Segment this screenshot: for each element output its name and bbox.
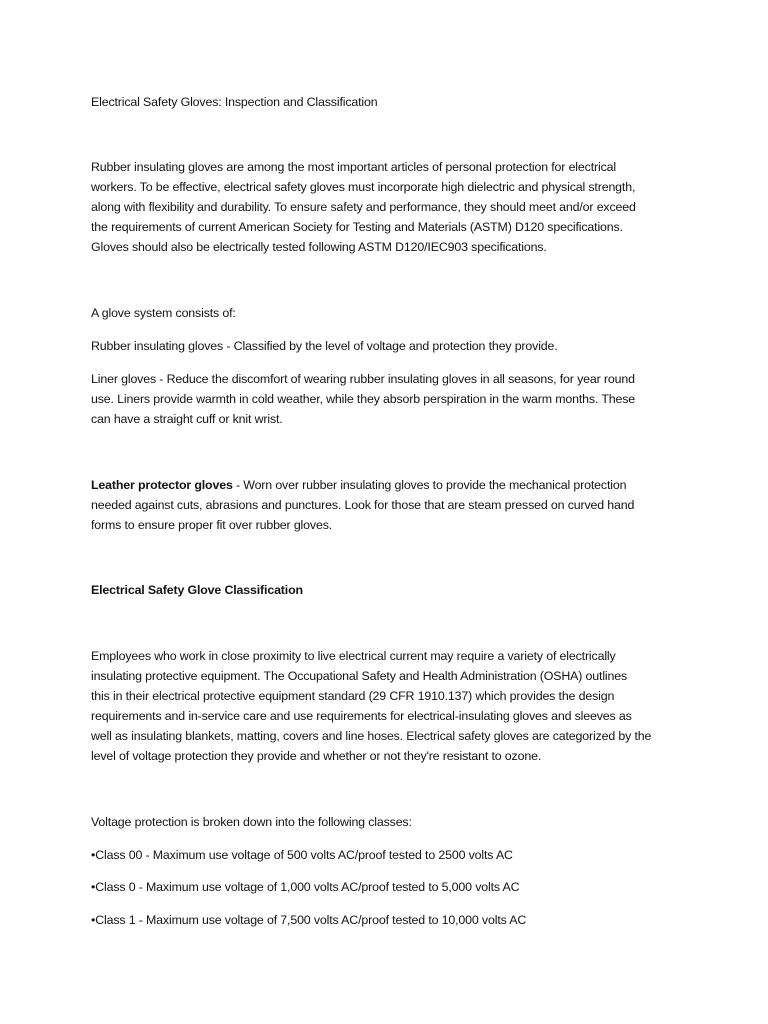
liner-line: can have a straight cuff or knit wrist. — [91, 412, 283, 426]
employees-line: level of voltage protection they provide and whether or not they're resistant to ozone. — [91, 749, 542, 763]
intro-line: the requirements of current American Society for Testing and Materials (ASTM) D120 specifications. — [91, 220, 623, 234]
employees-line: this in their electrical protective equipment standard (29 CFR 1910.137) which provides the design — [91, 689, 615, 703]
liner-line: use. Liners provide warmth in cold weather, while they absorb perspiration in the warm months. These — [91, 392, 636, 406]
leather-line: forms to ensure proper fit over rubber gloves. — [91, 518, 333, 532]
class-list-item: •Class 1 - Maximum use voltage of 7,500 volts AC/proof tested to 10,000 volts AC — [91, 913, 527, 927]
liner-line: Liner gloves - Reduce the discomfort of wearing rubber insulating gloves in all seasons, for year round — [91, 372, 635, 386]
leather-rest: - Worn over rubber insulating gloves to provide the mechanical protection — [232, 478, 627, 492]
employees-line: requirements and in-service care and use requirements for electrical-insulating gloves and sleeves as — [91, 709, 632, 723]
employees-line: insulating protective equipment. The Occupational Safety and Health Administration (OSHA) outlines — [91, 669, 628, 683]
class-list-item: •Class 00 - Maximum use voltage of 500 volts AC/proof tested to 2500 volts AC — [91, 848, 513, 862]
intro-line: Gloves should also be electrically tested following ASTM D120/IEC903 specifications. — [91, 240, 547, 254]
intro-line: along with flexibility and durability. To ensure safety and performance, they should meet and/or exceed — [91, 200, 636, 214]
rubber-gloves-paragraph: Rubber insulating gloves - Classified by the level of voltage and protection they provide. — [91, 339, 558, 353]
employees-line: Employees who work in close proximity to live electrical current may require a variety of electrically — [91, 649, 616, 663]
classes-heading: Voltage protection is broken down into the following classes: — [91, 815, 412, 829]
employees-line: well as insulating blankets, matting, covers and line hoses. Electrical safety gloves are categorized by the — [91, 729, 652, 743]
intro-line: Rubber insulating gloves are among the most important articles of personal protection for electrical — [91, 160, 616, 174]
leather-term: Leather protector gloves — [91, 478, 233, 492]
leather-line — [91, 477, 626, 493]
class-list-item: •Class 0 - Maximum use voltage of 1,000 volts AC/proof tested to 5,000 volts AC — [91, 880, 520, 894]
glove-system-heading: A glove system consists of: — [91, 306, 236, 320]
classification-heading: Electrical Safety Glove Classification — [91, 583, 303, 597]
intro-line: workers. To be effective, electrical safety gloves must incorporate high dielectric and physical strength, — [91, 180, 636, 194]
leather-line: needed against cuts, abrasions and punctures. Look for those that are steam pressed on curved hand — [91, 498, 635, 512]
document-title: Electrical Safety Gloves: Inspection and Classification — [91, 95, 378, 109]
